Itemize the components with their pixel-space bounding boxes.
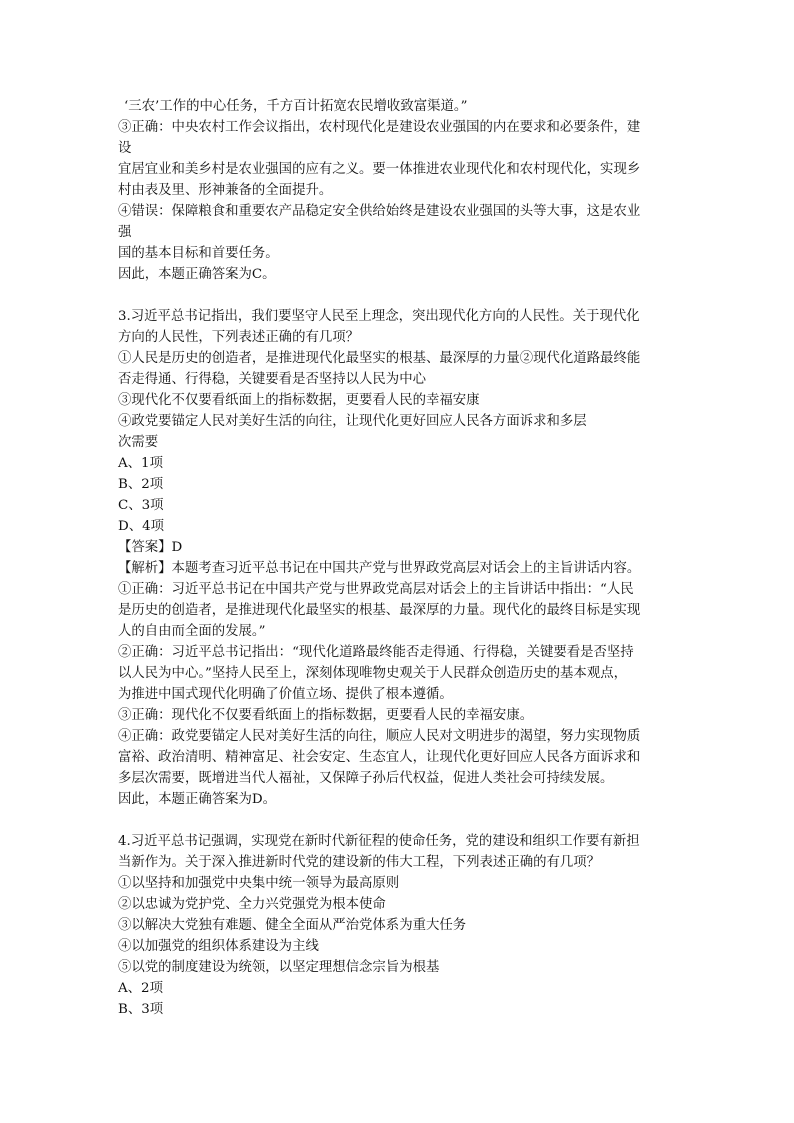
statement-item: ④政党要锚定人民对美好生活的向往，让现代化更好回应人民各方面诉求和多层	[118, 414, 587, 429]
text-line: ④错误：保障粮食和重要农产品稳定安全供给始终是建设农业强国的头等大事，这是农业	[118, 204, 641, 219]
option-d: D、4项	[118, 519, 165, 534]
option-a: A、2项	[118, 981, 163, 996]
answer-line: 【答案】D	[118, 540, 183, 555]
text-line: 因此，本题正确答案为C。	[118, 267, 276, 282]
option-a: A、1项	[118, 456, 163, 471]
statement-item: 否走得通、行得稳，关键要看是否坚持以人民为中心	[118, 372, 426, 387]
statement-item: 次需要	[118, 435, 159, 450]
statement-item: ①人民是历史的创造者，是推进现代化最坚实的根基、最深厚的力量②现代化道路最终能	[118, 351, 641, 366]
text-line: 国的基本目标和首要任务。	[118, 246, 279, 261]
statement-item: ①以坚持和加强党中央集中统一领导为最高原则	[118, 876, 400, 891]
analysis-line: 为推进中国式现代化明确了价值立场、提供了根本遵循。	[118, 687, 453, 702]
option-b: B、3项	[118, 1002, 164, 1017]
analysis-line: ④正确：政党要锚定人民对美好生活的向往，顺应人民对文明进步的渴望，努力实现物质	[118, 729, 641, 744]
analysis-line: 富裕、政治清明、精神富足、社会安定、生态宜人，让现代化更好回应人民各方面诉求和	[118, 750, 641, 765]
statement-item: ④以加强党的组织体系建设为主线	[118, 939, 319, 954]
answer-conclusion: 因此，本题正确答案为D。	[118, 792, 277, 807]
analysis-line: 【解析】本题考查习近平总书记在中国共产党与世界政党高层对话会上的主旨讲话内容。	[118, 561, 641, 576]
text-line: 宜居宜业和美乡村是农业强国的应有之义。要一体推进农业现代化和农村现代化，实现乡	[118, 162, 641, 177]
question-3-stem: 3.习近平总书记指出，我们要坚守人民至上理念，突出现代化方向的人民性。关于现代化	[118, 309, 640, 324]
text-line: ③正确：中央农村工作会议指出，农村现代化是建设农业强国的内在要求和必要条件，建	[118, 120, 641, 135]
question-3-stem: 方向的人民性，下列表述正确的有几项？	[118, 330, 360, 345]
analysis-line: ③正确：现代化不仅要看纸面上的指标数据，更要看人民的幸福安康。	[118, 708, 534, 723]
statement-item: ③以解决大党独有难题、健全全面从严治党体系为重大任务	[118, 918, 467, 933]
statement-item: ②以忠诚为党护党、全力兴党强党为根本使命	[118, 897, 386, 912]
option-c: C、3项	[118, 498, 164, 513]
blank-line	[118, 285, 683, 306]
analysis-line: 以人民为中心。”坚持人民至上，深刻体现唯物史观关于人民群众创造历史的基本观点，	[118, 666, 627, 681]
statement-item: ③现代化不仅要看纸面上的指标数据，更要看人民的幸福安康	[118, 393, 480, 408]
text-line: ‘三农’工作的中心任务，千方百计拓宽农民增收致富渠道。”	[124, 99, 468, 114]
statement-item: ⑤以党的制度建设为统领，以坚定理想信念宗旨为根基	[118, 960, 440, 975]
text-line: 强	[118, 225, 132, 240]
text-line: 村由表及里、形神兼备的全面提升。	[118, 183, 333, 198]
analysis-line: 是历史的创造者，是推进现代化最坚实的根基、最深厚的力量。现代化的最终目标是实现	[118, 603, 641, 618]
question-4-stem: 当新作为。关于深入推进新时代党的建设新的伟大工程，下列表述正确的有几项？	[118, 855, 601, 870]
text-line: 设	[118, 141, 132, 156]
analysis-line: ②正确：习近平总书记指出：“现代化道路最终能否走得通、行得稳，关键要看是否坚持	[118, 645, 634, 660]
analysis-line: ①正确：习近平总书记在中国共产党与世界政党高层对话会上的主旨讲话中指出：“人民	[118, 582, 634, 597]
blank-line	[118, 810, 683, 831]
analysis-line: 人的自由而全面的发展。”	[118, 624, 266, 639]
analysis-line: 多层次需要，既增进当代人福祉，又保障子孙后代权益，促进人类社会可持续发展。	[118, 771, 614, 786]
question-4-stem: 4.习近平总书记强调，实现党在新时代新征程的使命任务，党的建设和组织工作要有新担	[118, 834, 640, 849]
option-b: B、2项	[118, 477, 164, 492]
